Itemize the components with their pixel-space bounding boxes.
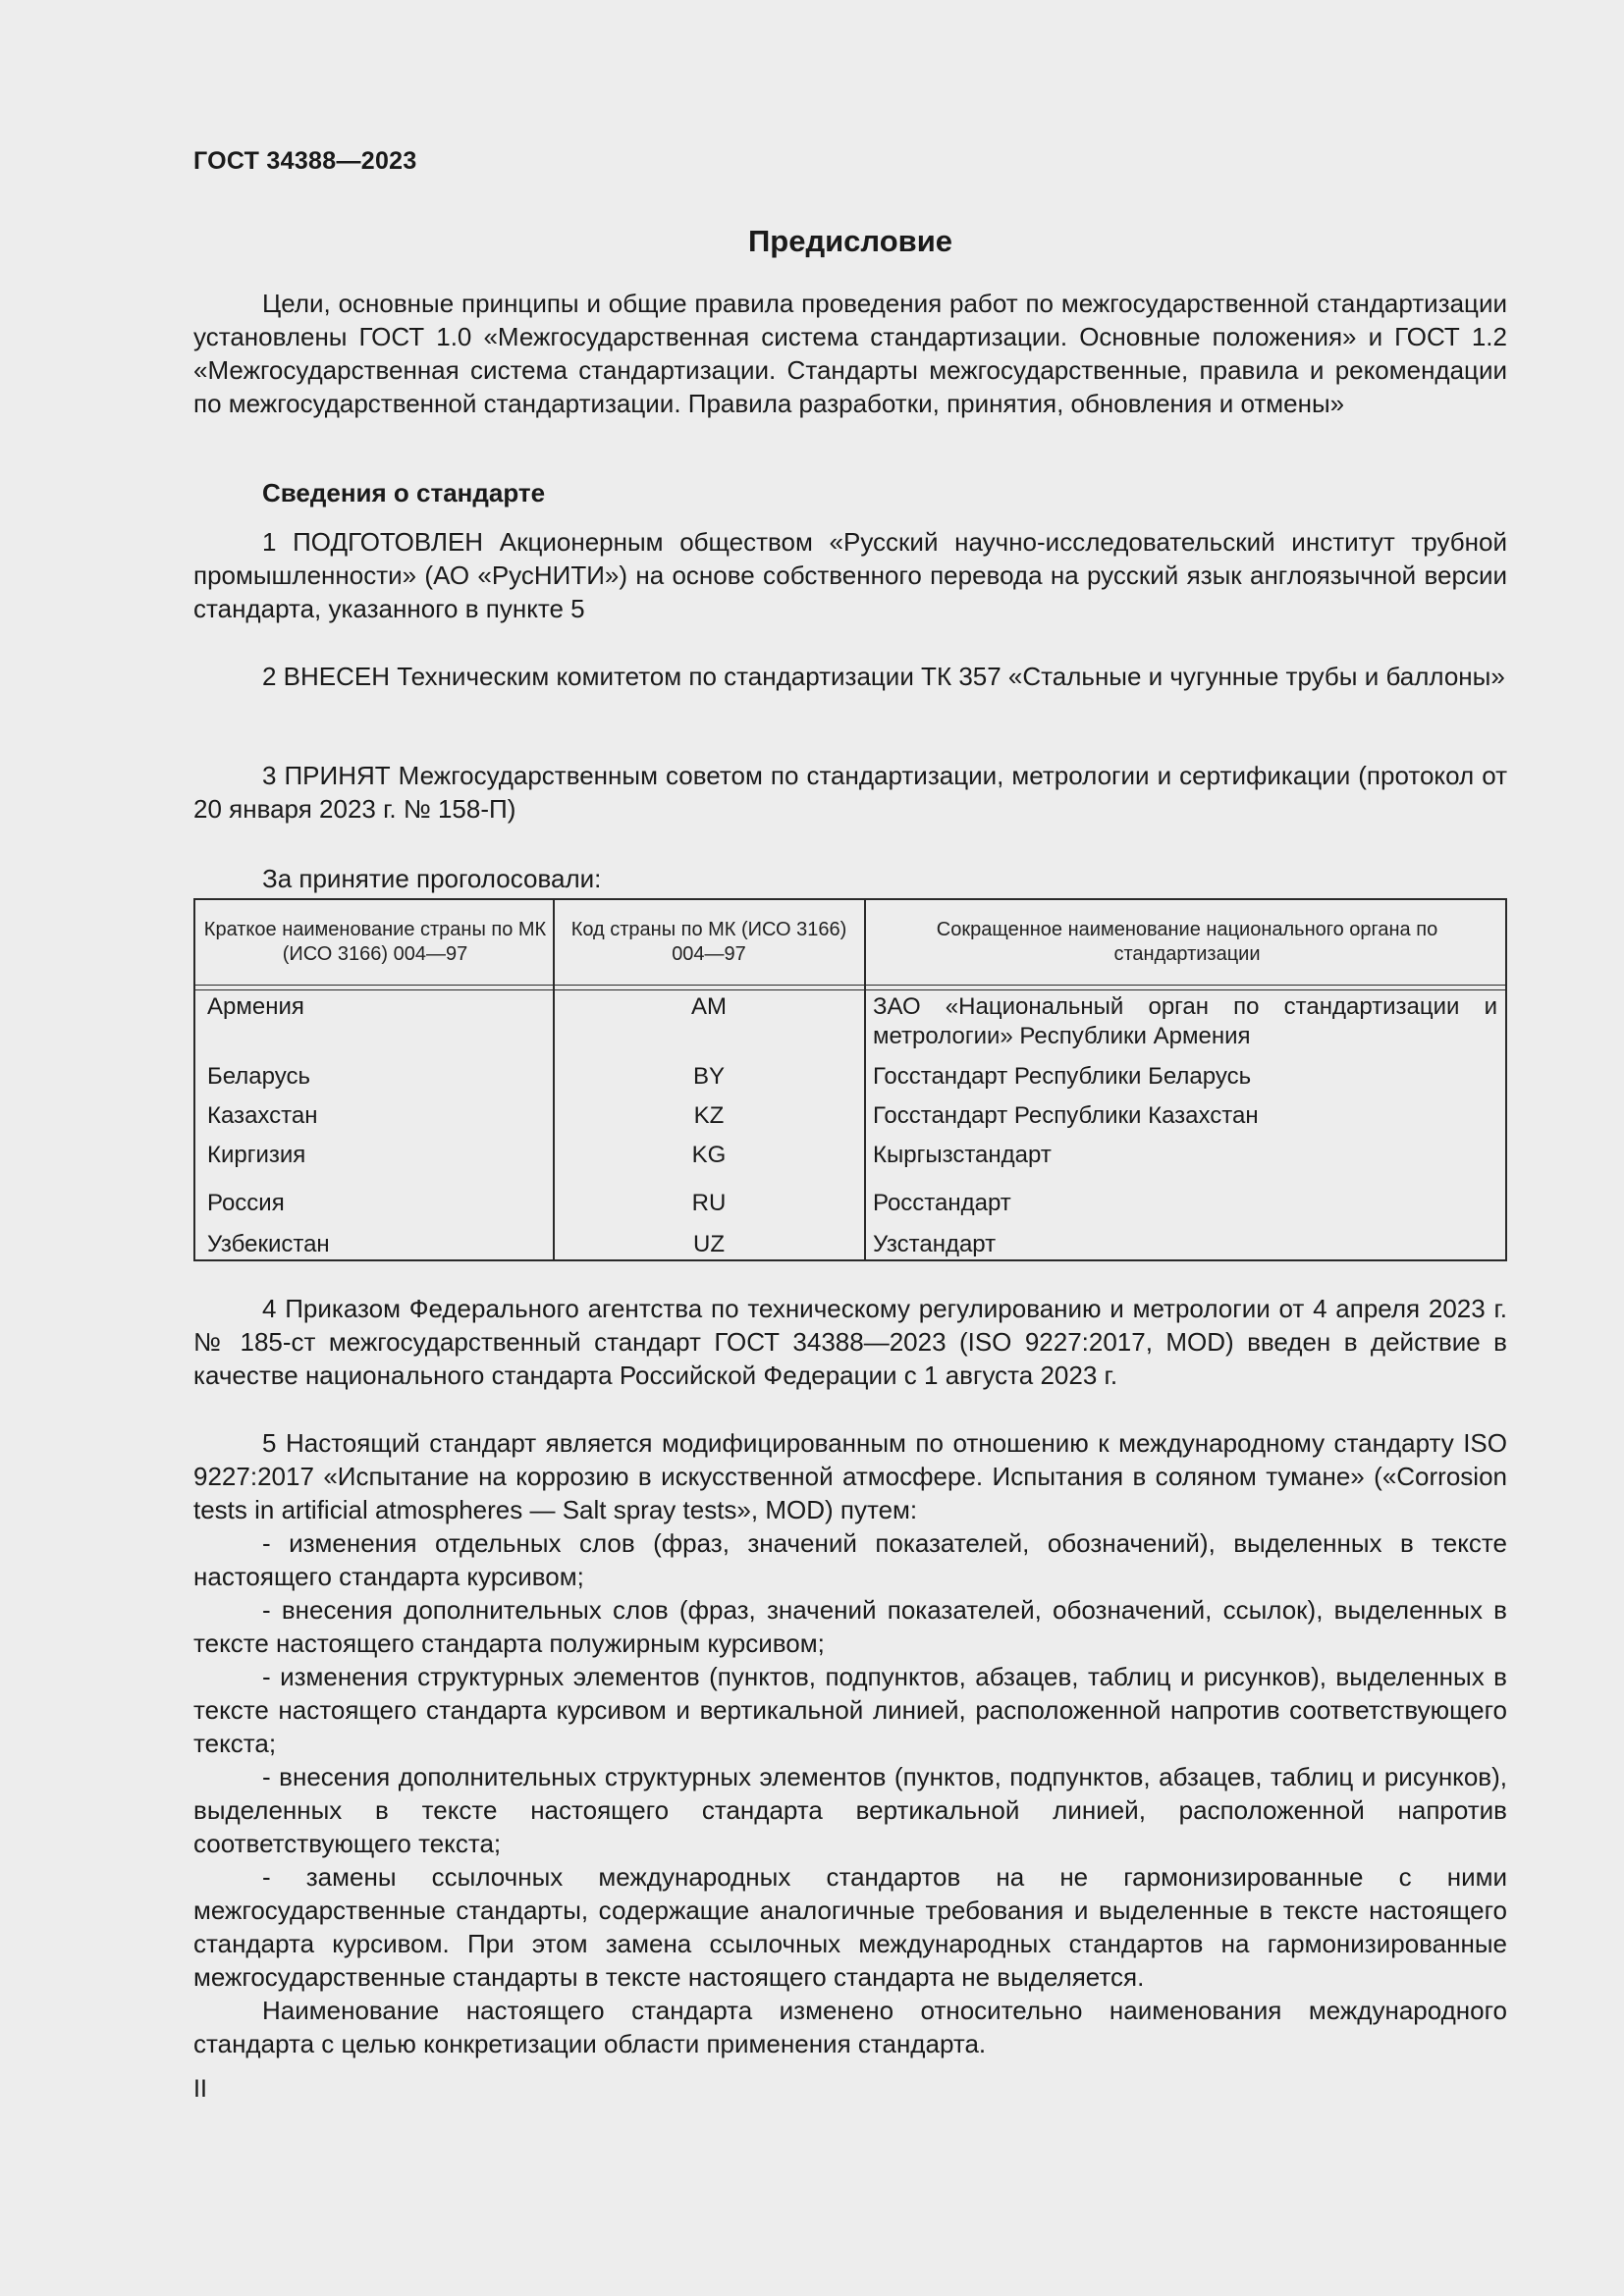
- item-1-paragraph: 1 ПОДГОТОВЛЕН Акционерным обществом «Русский научно-исследовательский институт трубной промышленности» (АО «РусНИТИ») на основе собственного перевода на русский язык англоязычной версии стандарта, указанного в пункте 5: [193, 527, 1507, 623]
- list-item: - внесения дополнительных структурных элементов (пунктов, подпунктов, абзацев, таблиц и рисунков), выделенных в тексте настоящего стандарта вертикальной линией, расположенной напротив соответствующего текста;: [193, 1762, 1507, 1858]
- table-cell-code: KZ: [693, 1102, 725, 1129]
- table-cell-code: KG: [691, 1142, 727, 1168]
- table-header-code: Код страны по МК (ИСО 3166) 004—97: [570, 919, 847, 965]
- table-cell-code: UZ: [693, 1231, 725, 1257]
- standard-code-header: ГОСТ 34388—2023: [193, 147, 417, 175]
- page-title: Предисловие: [747, 224, 952, 258]
- list-item: - внесения дополнительных слов (фраз, значений показателей, обозначений, ссылок), выделенных в тексте настоящего стандарта полужирным курсивом;: [193, 1595, 1507, 1658]
- table-cell-org: Кыргызстандарт: [873, 1142, 1052, 1168]
- table-cell-country: Армения: [207, 993, 304, 1020]
- table-cell-code: RU: [691, 1190, 727, 1216]
- list-item: - изменения структурных элементов (пунктов, подпунктов, абзацев, таблиц и рисунков), выделенных в тексте настоящего стандарта курсивом и вертикальной линией, расположенной напротив соответствующего текста;: [193, 1662, 1507, 1758]
- table-cell-org: ЗАО «Национальный орган по стандартизации и метрологии» Республики Армения: [873, 993, 1497, 1049]
- table-cell-country: Киргизия: [207, 1142, 306, 1168]
- closing-paragraph: Наименование настоящего стандарта изменено относительно наименования международного стандарта с целью конкретизации области применения стандарта.: [193, 1996, 1507, 2058]
- table-cell-country: Беларусь: [207, 1063, 310, 1090]
- table-column-divider: [864, 900, 866, 1259]
- list-item: - замены ссылочных международных стандартов на не гармонизированные с ними межгосударственные стандарты, содержащие аналогичные требования и выделенные в тексте настоящего стандарта курсивом. При этом замена ссылочных международных стандартов на гармонизированные межгосударственные стандарты в тексте настоящего стандарта не выделяется.: [193, 1862, 1507, 1992]
- table-header-country: Краткое наименование страны по МК (ИСО 3166) 004—97: [203, 919, 547, 965]
- table-cell-org: Госстандарт Республики Беларусь: [873, 1063, 1252, 1090]
- table-cell-country: Узбекистан: [207, 1231, 330, 1257]
- table-cell-org: Росстандарт: [873, 1190, 1011, 1216]
- countries-table: [193, 898, 1507, 1261]
- item-3-paragraph: 3 ПРИНЯТ Межгосударственным советом по стандартизации, метрологии и сертификации (протокол от 20 января 2023 г. № 158-П): [193, 761, 1507, 824]
- voted-caption: За принятие проголосовали:: [262, 864, 602, 893]
- item-4-paragraph: 4 Приказом Федерального агентства по техническому регулированию и метрологии от 4 апреля 2023 г. № 185-ст межгосударственный стандарт ГОСТ 34388—2023 (ISO 9227:2017, MOD) введен в действие в качестве национального стандарта Российской Федерации с 1 августа 2023 г.: [193, 1294, 1507, 1390]
- table-cell-org: Госстандарт Республики Казахстан: [873, 1102, 1259, 1129]
- table-cell-country: Россия: [207, 1190, 285, 1216]
- intro-paragraph: Цели, основные принципы и общие правила проведения работ по межгосударственной стандартизации установлены ГОСТ 1.0 «Межгосударственная система стандартизации. Основные положения» и ГОСТ 1.2 «Межгосударственная система стандартизации. Стандарты межгосударственные, правила и рекомендации по межгосударственной стандартизации. Правила разработки, принятия, обновления и отмены»: [193, 289, 1507, 418]
- item-5-paragraph: 5 Настоящий стандарт является модифицированным по отношению к международному стандарту ISO 9227:2017 «Испытание на коррозию в искусственной атмосфере. Испытания в соляном тумане» («Corrosion tests in artificial atmospheres — Salt spray tests», MOD) путем:: [193, 1428, 1507, 1524]
- page-number: II: [193, 2075, 207, 2103]
- item-2-paragraph: 2 ВНЕСЕН Техническим комитетом по стандартизации ТК 357 «Стальные и чугунные трубы и баллоны»: [262, 662, 1505, 691]
- table-cell-org: Узстандарт: [873, 1231, 997, 1257]
- table-header-separator: [195, 985, 1505, 990]
- table-cell-code: BY: [692, 1063, 725, 1090]
- list-item: - изменения отдельных слов (фраз, значений показателей, обозначений), выделенных в тексте настоящего стандарта курсивом;: [193, 1528, 1507, 1591]
- table-cell-country: Казахстан: [207, 1102, 318, 1129]
- table-cell-code: AM: [691, 993, 727, 1020]
- table-header-org: Сокращенное наименование национального органа по стандартизации: [936, 919, 1438, 965]
- info-heading: Сведения о стандарте: [262, 478, 546, 507]
